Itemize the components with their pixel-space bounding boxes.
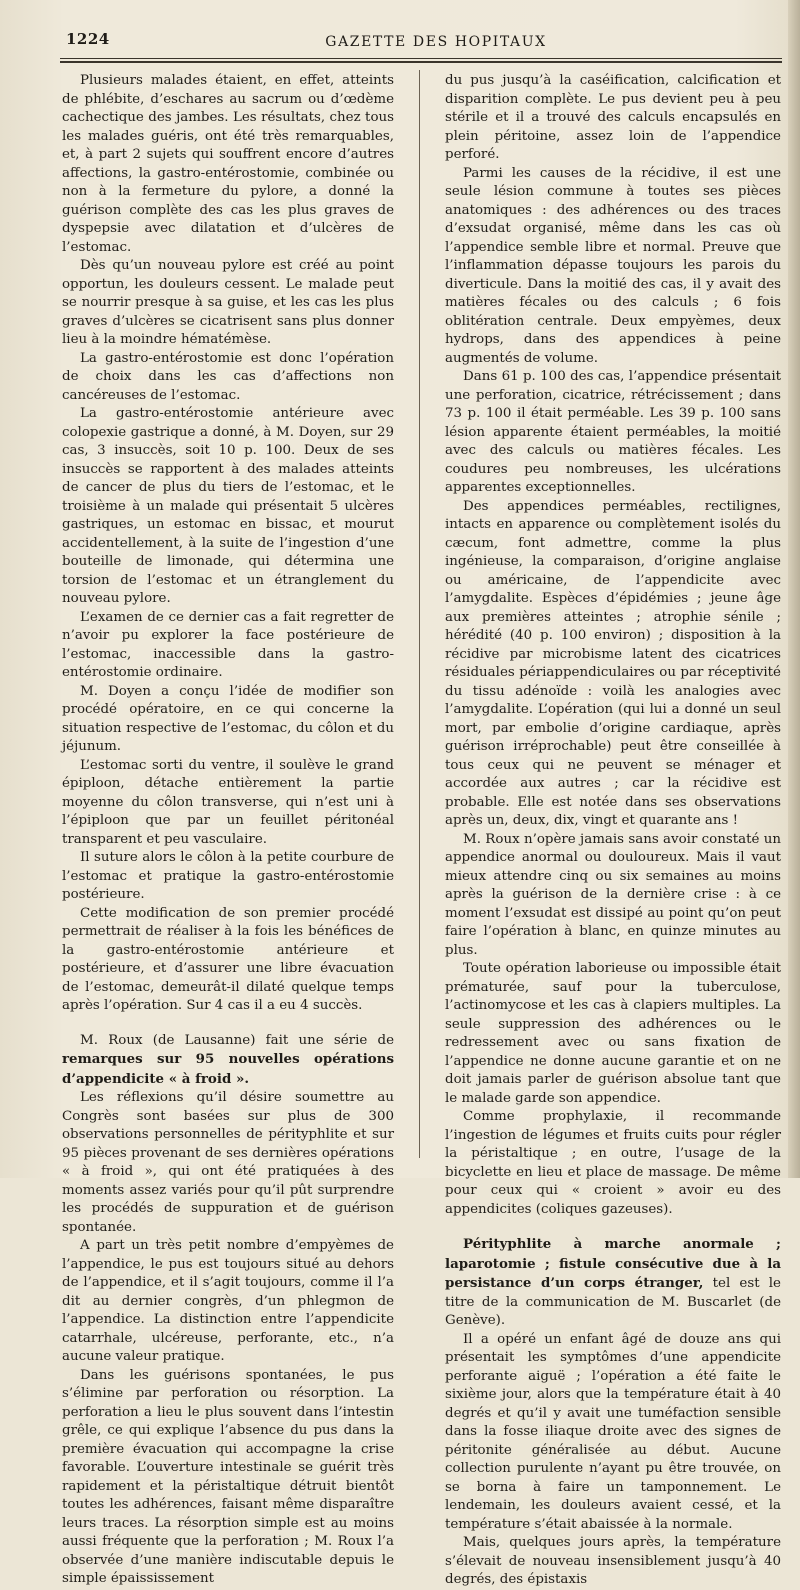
section-heading-bold: Pérityphlite à marche anormale ; laparotomie ; fistule consécutive due à la persistance d’un corps étranger, — [445, 1236, 781, 1291]
paragraph: A part un très petit nombre d’empyèmes de l’appendice, le pus est toujours situé au dehors de l’appendice, et il s’agit toujours, comme il l’a dit au dernier congrès, d’un phlegmon de l’appendice. La distinction entre l’appendicite catarrhale, ulcéreuse, perforante, etc., n’a aucune valeur pratique. — [62, 1238, 394, 1364]
running-title: GAZETTE DES HOPITAUX — [325, 34, 547, 50]
paragraph: Il suture alors le côlon à la petite courbure de l’estomac et pratique la gastro-entérostomie postérieure. — [62, 850, 394, 902]
column-separator — [419, 70, 420, 1158]
section-heading-bold: remarques sur 95 nouvelles opérations d’appendicite « à froid ». — [62, 1051, 394, 1087]
paragraph: L’examen de ce dernier cas a fait regretter de n’avoir pu explorer la face postérieure de l’estomac, inaccessible dans la gastro-entérostomie ordinaire. — [62, 609, 394, 680]
paragraph: Dès qu’un nouveau pylore est créé au point opportun, les douleurs cessent. Le malade peut se nourrir presque à sa guise, et les cas les plus graves d’ulcères se cicatrisent sans plus donner lieu à la moindre hématémèse. — [62, 258, 394, 347]
right-column — [445, 72, 781, 1587]
paragraph: Dans 61 p. 100 des cas, l’appendice présentait une perforation, cicatrice, rétrécissement ; dans 73 p. 100 il était perméable. Les 39 p. 100 sans lésion apparente étaient perméables, la moitié avec des calculs ou matières fécales. Les coudures peu nombreuses, les ulcérations apparentes exceptionnelles. — [445, 369, 781, 495]
header-rule — [60, 58, 782, 59]
paragraph: Parmi les causes de la récidive, il est une seule lésion commune à toutes ses pièces anatomiques : des adhérences ou des traces d’exsudat organisé, même dans les cas où l’appendice semble libre et normal. Preuve que l’inflammation dépasse toujours les parois du diverticule. Dans la moitié des cas, il y avait des matières fécales ou des calculs ; 6 fois oblitération centrale. Deux empyèmes, deux hydrops, dans des appendices à peine augmentés de volume. — [445, 165, 781, 366]
paragraph: Dans les guérisons spontanées, le pus s’élimine par perforation ou résorption. La perforation a lieu le plus souvent dans l’intestin grêle, ce qui explique l’absence du pus dans la première évacuation qui accompagne la crise favorable. L’ouverture intestinale se guérit très rapidement et la péristaltique détruit bientôt toutes les adhérences, faisant même disparaître leurs traces. La résorption simple est au moins aussi fréquente que la perforation ; M. Roux l’a observée d’une manière indiscutable depuis le simple épaississement — [62, 1367, 394, 1586]
paragraph: La gastro-entérostomie est donc l’opération de choix dans les cas d’affections non cancéreuses de l’estomac. — [62, 350, 394, 403]
paragraph-continued: du pus jusqu’à la caséification, calcification et disparition complète. Le pus devient peu à peu stérile et il a trouvé des calculs encapsulés en plein péritoine, assez loin de l’appendice perforé. — [445, 73, 781, 162]
section-gap — [62, 1016, 394, 1032]
paragraph: Cette modification de son premier procédé permettrait de réaliser à la fois les bénéfices de la gastro-entérostomie antérieure et postérieure, et d’assurer une libre évacuation de l’estomac, demeurât-il dilaté quelque temps après l’opération. Sur 4 cas il a eu 4 succès. — [62, 905, 394, 1013]
left-column — [62, 72, 394, 1586]
paragraph: Toute opération laborieuse ou impossible était prématurée, sauf pour la tuberculose, l’actinomycose et les cas à clapiers multiples. La seule suppression des adhérences ou le redressement avec ou sans fixation de l’appendice ne donne aucune garantie et on ne doit jamais parler de guérison absolue tant que le malade garde son appendice. — [445, 961, 781, 1106]
paragraph: M. Doyen a conçu l’idée de modifier son procédé opératoire, en ce qui concerne la situation respective de l’estomac, du côlon et du jéjunum. — [62, 683, 394, 754]
section-gap — [445, 1219, 781, 1235]
paragraph: Les réflexions qu’il désire soumettre au Congrès sont basées sur plus de 300 observations personnelles de pérityphlite et sur 95 pièces provenant de ses dernières opérations « à froid », qui ont été pratiquées à des moments assez variés pour qu’il pût surprendre les procédés de suppuration et de guérison spontanée. — [62, 1090, 394, 1235]
paragraph: La gastro-entérostomie antérieure avec colopexie gastrique a donné, à M. Doyen, sur 29 cas, 3 insuccès, soit 10 p. 100. Deux de ses insuccès se rapportent à des malades atteints de cancer de plus du tiers de l’estomac, et le troisième à un malade qui présentait 5 ulcères gastriques, un estomac en bissac, et mourut accidentellement, à la suite de l’ingestion d’une bouteille de limonade, qui détermina une torsion de l’estomac et un étranglement du nouveau pylore. — [62, 406, 394, 606]
paragraph: Comme prophylaxie, il recommande l’ingestion de légumes et fruits cuits pour régler la péristaltique ; en outre, l’usage de la bicyclette en lieu et place de massage. De même pour ceux qui « croient » avoir eu des appendicites (coliques gazeuses). — [445, 1109, 781, 1217]
header-rule-double — [60, 61, 782, 63]
paragraph: Des appendices perméables, rectilignes, intacts en apparence ou complètement isolés du cæcum, font admettre, comme la plus ingénieuse, la comparaison, d’origine anglaise ou américaine, de l’appendicite avec l’amygdalite. Espèces d’épidémies ; jeune âge aux premières atteintes ; atrophie sénile ; hérédité (40 p. 100 environ) ; disposition à la récidive par microbisme latent des cicatrices résiduales périappendiculaires ou par réceptivité du tissu adénoïde : voilà les analogies avec l’amygdalite. L’opération (qui lui a donné un seul mort, par embolie d’origine cardiaque, après guérison irréprochable) peut être conseillée à tous ceux qui ne peuvent se ménager et accordée aux autres ; car la récidive est probable. Elle est notée dans ses observations après un, deux, dix, vingt et quarante ans ! — [445, 498, 781, 828]
page-edge-shadow — [788, 0, 800, 1178]
paragraph: L’estomac sorti du ventre, il soulève le grand épiploon, détache entièrement la partie moyenne du côlon transverse, qui n’est uni à l’épiploon que par un feuillet péritonéal transparent et peu vasculaire. — [62, 757, 394, 847]
section-intro-paragraph — [62, 1032, 394, 1090]
paragraph: Plusieurs malades étaient, en effet, atteints de phlébite, d’eschares au sacrum ou d’œdème cachectique des jambes. Les résultats, chez tous les malades guéris, ont été très remarquables, et, à part 2 sujets qui souffrent encore d’autres affections, la gastro-entérostomie, combinée ou non à la fermeture du pylore, a donné la guérison complète des cas les plus graves de dyspepsie avec dilatation et d’ulcères de l’estomac. — [62, 73, 394, 255]
section-intro-paragraph — [445, 1235, 781, 1331]
paragraph: Mais, quelques jours après, la température s’élevait de nouveau insensiblement jusqu’à 40 degrés, des épistaxis — [445, 1535, 781, 1587]
page-header — [60, 28, 782, 56]
paragraph-rest: tel est le titre de la communication de M. Buscarlet (de Genève). — [445, 1276, 781, 1328]
paragraph-lead: M. Roux (de Lausanne) fait une série de — [80, 1032, 394, 1048]
paragraph: Il a opéré un enfant âgé de douze ans qui présentait les symptômes d’une appendicite perforante aiguë ; l’opération a été faite le sixième jour, alors que la température était à 40 degrés et qu’il y avait une tuméfaction sensible dans la fosse iliaque droite avec des signes de péritonite généralisée au début. Aucune collection purulente n’ayant pu être trouvée, on se borna à faire un tamponnement. Le lendemain, les douleurs avaient cessé, et la température s’était abaissée à la normale. — [445, 1331, 781, 1532]
paragraph: M. Roux n’opère jamais sans avoir constaté un appendice anormal ou douloureux. Mais il vaut mieux attendre cinq ou six semaines au moins après la guérison de la dernière crise : à ce moment l’exsudat est dissipé au point qu’on peut faire l’opération à blanc, en quinze minutes au plus. — [445, 831, 781, 958]
page-number: 1224 — [66, 30, 110, 48]
